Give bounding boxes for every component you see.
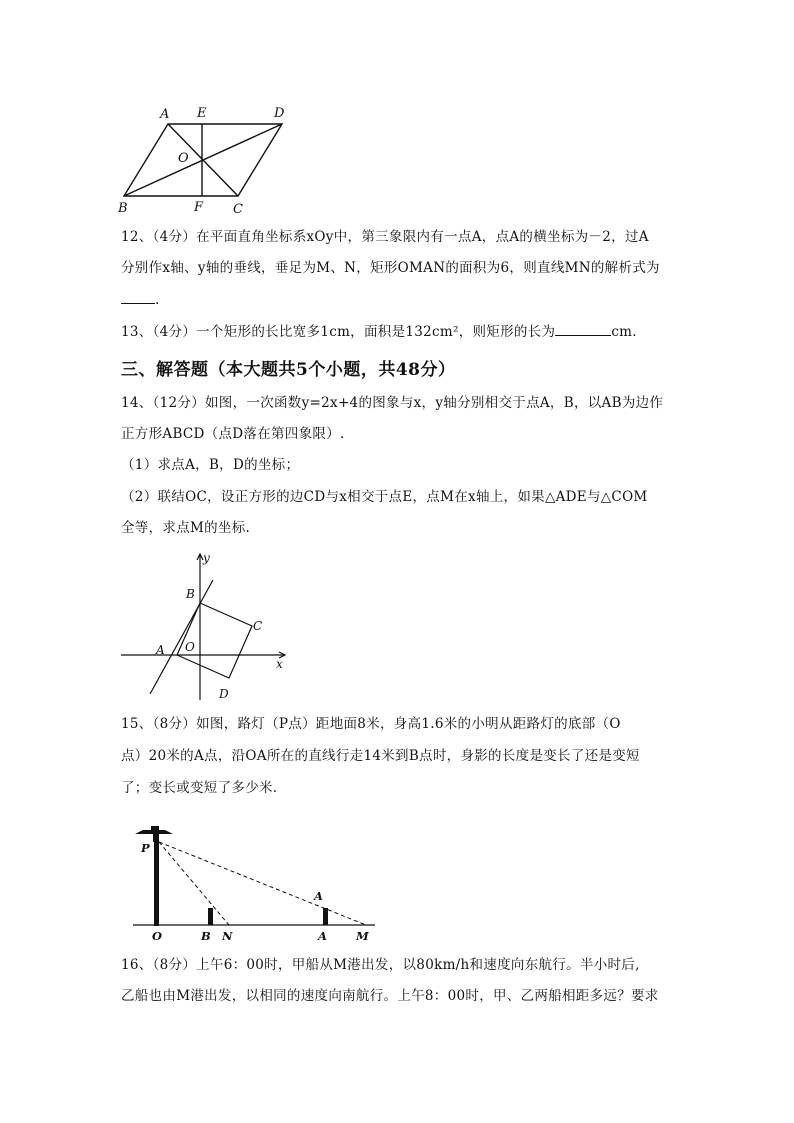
label-d: D: [219, 687, 229, 701]
q13-text: 13、（4分）一个矩形的长比宽多1cm，面积是132cm²，则矩形的长为: [121, 324, 556, 340]
q14-coordinate-figure: [115, 548, 295, 708]
person-at-a: [323, 908, 328, 925]
q12-line3: [121, 290, 160, 310]
q15-line2: 点）20米的A点，沿OA所在的直线行走14米到B点时，身影的长度是变长了还是变短: [121, 748, 640, 764]
q12-line1: 12、（4分）在平面直角坐标系xOy中，第三象限内有一点A，点A的横坐标为－2，过A: [121, 229, 649, 245]
label-e: E: [197, 106, 207, 121]
light-ray-to-m: [159, 842, 366, 925]
q13-line: [121, 322, 637, 342]
label-f: F: [194, 200, 204, 215]
label-p: P: [141, 841, 150, 855]
q15-line1: 15、（8分）如图，路灯（P点）距地面8米，身高1.6米的小明从距路灯的底部（O: [121, 716, 621, 732]
label-a: A: [318, 929, 327, 943]
q15-line3: 了；变长或变短了多少米.: [121, 780, 278, 796]
label-c: C: [253, 619, 263, 633]
q12-period: .: [155, 292, 160, 308]
label-x-axis: x: [276, 657, 283, 671]
q14-line1: 14、（12分）如图，一次函数y=2x+4的图象与x，y轴分别相交于点A，B，以AB为边作: [121, 395, 664, 411]
q16-line2: 乙船也由M港出发，以相同的速度向南航行。上午8：00时，甲、乙两船相距多远？要求: [121, 988, 659, 1004]
label-b: B: [118, 201, 128, 216]
q14-part1: （1）求点A，B，D的坐标；: [121, 457, 300, 473]
label-b: B: [186, 587, 195, 601]
lamp-head: [135, 826, 173, 842]
q12-line2: 分别作x轴、y轴的垂线，垂足为M、N，矩形OMAN的面积为6，则直线MN的解析式为: [121, 260, 660, 276]
lamp-pole: [154, 842, 159, 926]
label-a: A: [156, 643, 165, 657]
q13-unit: cm.: [611, 324, 637, 340]
q12-answer-blank[interactable]: [121, 291, 155, 304]
q16-line1: 16、（8分）上午6：00时，甲船从M港出发，以80km/h和速度向东航行。半小时后,: [121, 957, 640, 973]
q14-line2: 正方形ABCD（点D落在第四象限）.: [121, 426, 345, 442]
q15-streetlamp-figure: [125, 822, 385, 948]
q14-part2-line2: 全等，求点M的坐标.: [121, 520, 251, 536]
label-n: N: [222, 929, 233, 943]
parallelogram-figure: [110, 100, 300, 220]
label-y-axis: y: [203, 551, 210, 565]
line-y-2x-4: [150, 580, 213, 694]
label-o: O: [152, 929, 163, 943]
label-a: A: [160, 107, 170, 122]
person-at-b: [208, 908, 213, 925]
label-m: M: [356, 929, 369, 943]
label-o: O: [178, 151, 189, 166]
label-c: C: [233, 202, 243, 217]
label-b: B: [201, 929, 211, 943]
label-o: O: [185, 640, 195, 654]
diagonal-bd: [124, 124, 282, 196]
label-a-top: A: [314, 889, 323, 903]
section3-title: 三、解答题（本大题共5个小题，共48分）: [121, 360, 456, 380]
q13-answer-blank[interactable]: [555, 323, 611, 336]
label-d: D: [274, 106, 285, 121]
light-ray-to-n: [159, 842, 229, 925]
q14-part2-line1: （2）联结OC，设正方形的边CD与x相交于点E，点M在x轴上，如果△ADE与△COM: [121, 489, 648, 505]
